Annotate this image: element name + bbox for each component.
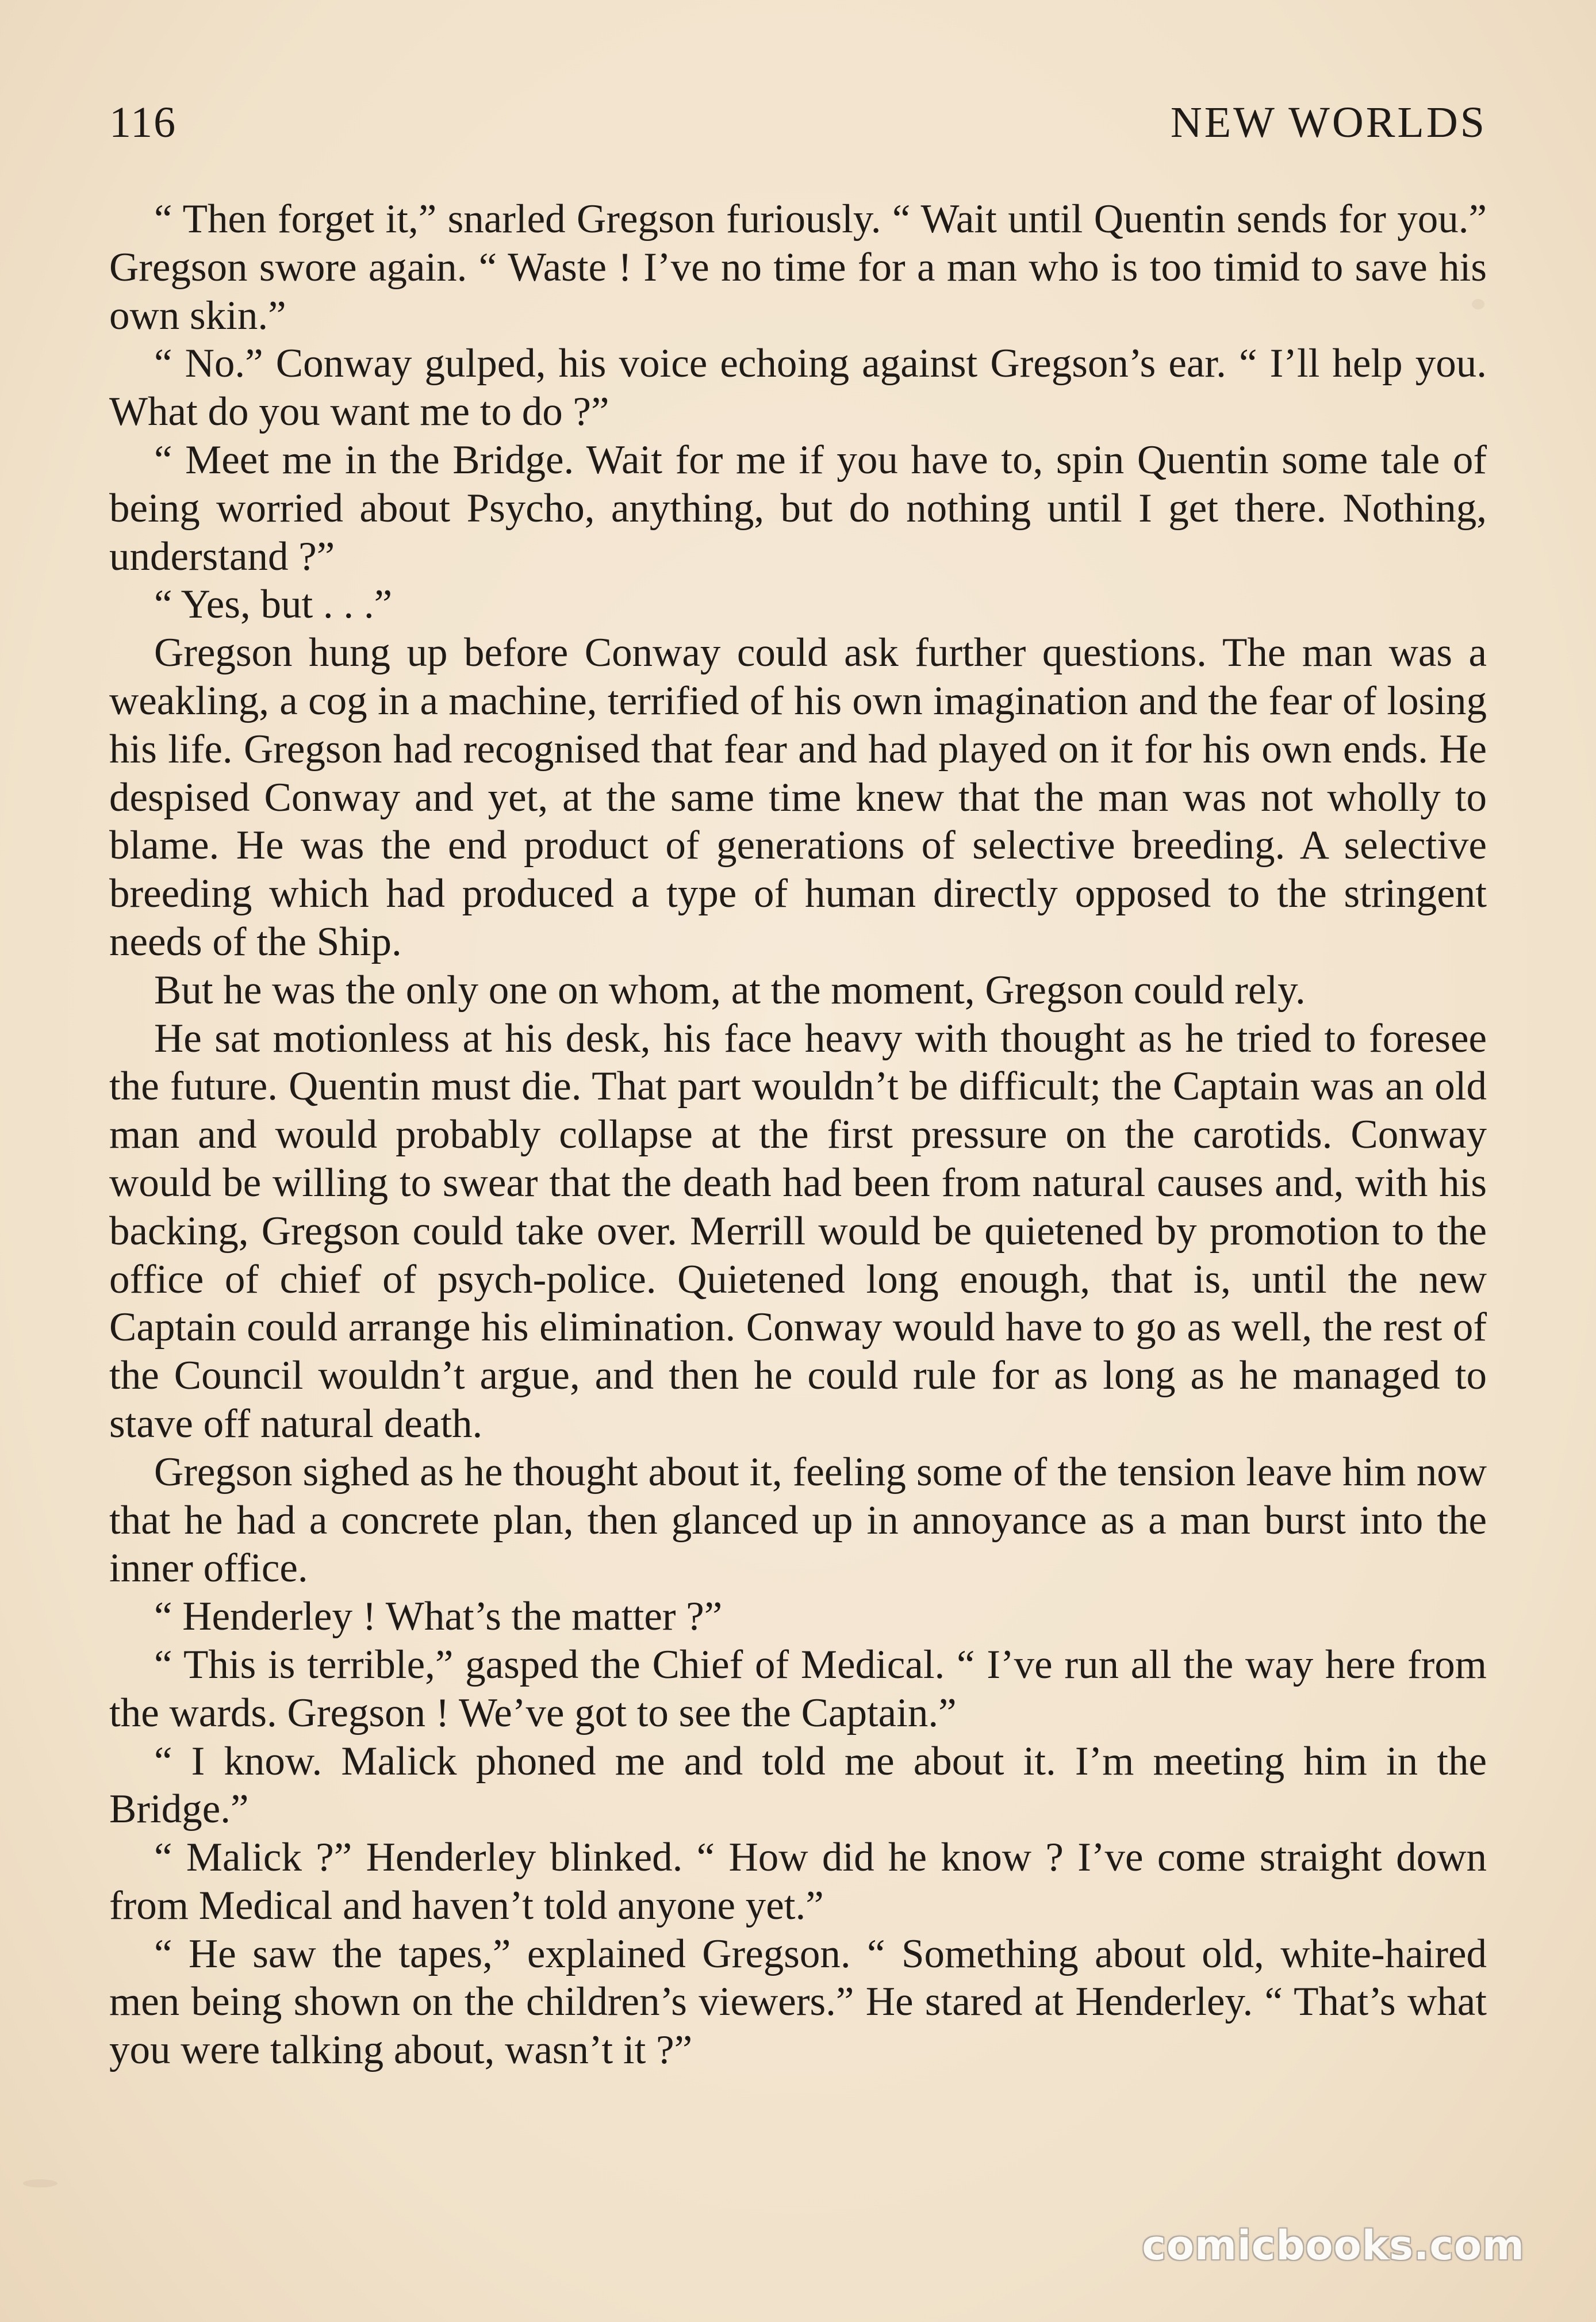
page-header	[109, 98, 1487, 155]
running-head: NEW WORLDS	[1170, 98, 1487, 147]
paragraph: “ Yes, but . . .”	[154, 582, 393, 627]
paragraph: He sat motionless at his desk, his face heavy with thought as he tried to foresee the future. Quentin must die. That part wouldn’t be difficult; the Captain was an old man and would probably collapse at the first pressure on the carotids. Conway would be willing to swear that the death had been from natural causes and, with his backing, Gregson could take over. Merrill would be quietened by promotion to the office of chief of psych-police. Quietened long enough, that is, until the new Captain could arrange his elimination. Conway would have to go as well, the rest of the Council wouldn’t argue, and then he could rule for as long as he managed to stave off natural death.	[109, 1016, 1487, 1446]
paragraph: But he was the only one on whom, at the moment, Gregson could rely.	[154, 967, 1306, 1013]
paragraph: “ This is terrible,” gasped the Chief of Medical. “ I’ve run all the way here from the wards. Gregson ! We’ve got to see the Captain.”	[109, 1642, 1487, 1735]
paragraph: “ Henderley ! What’s the matter ?”	[154, 1594, 723, 1639]
paragraph: “ Malick ?” Henderley blinked. “ How did he know ? I’ve come straight down from Medical and haven’t told anyone yet.”	[109, 1835, 1487, 1928]
paper-stain	[23, 2179, 57, 2187]
page-number: 116	[109, 98, 177, 147]
paragraph: Gregson hung up before Conway could ask further questions. The man was a weakling, a cog in a machine, terrified of his own imagination and the fear of losing his life. Gregson had recognised that fear and had played on it for his own ends. He despised Conway and yet, at the same time knew that the man was not wholly to blame. He was the end product of generations of selective breeding. A selective breeding which had produced a type of human directly opposed to the stringent needs of the Ship.	[109, 630, 1487, 964]
paragraph: “ Meet me in the Bridge. Wait for me if you have to, spin Quentin some tale of being worried about Psycho, anything, but do nothing until I get there. Nothing, understand ?”	[109, 437, 1487, 579]
watermark: comicbooks.com	[1142, 2222, 1525, 2269]
paragraph: “ He saw the tapes,” explained Gregson. “ Something about old, white-haired men being shown on the children’s viewers.” He stared at Henderley. “ That’s what you were talking about, wasn’t it ?”	[109, 1931, 1487, 2073]
paragraph: “ I know. Malick phoned me and told me about it. I’m meeting him in the Bridge.”	[109, 1738, 1487, 1832]
paragraph: “ No.” Conway gulped, his voice echoing against Gregson’s ear. “ I’ll help you. What do you want me to do ?”	[109, 341, 1487, 435]
body-text	[109, 196, 1487, 2075]
paragraph: Gregson sighed as he thought about it, feeling some of the tension leave him now that he had a concrete plan, then glanced up in annoyance as a man burst into the inner office.	[109, 1449, 1487, 1591]
paragraph: “ Then forget it,” snarled Gregson furiously. “ Wait until Quentin sends for you.” Gregson swore again. “ Waste ! I’ve no time for a man who is too timid to save his own skin.”	[109, 197, 1487, 338]
